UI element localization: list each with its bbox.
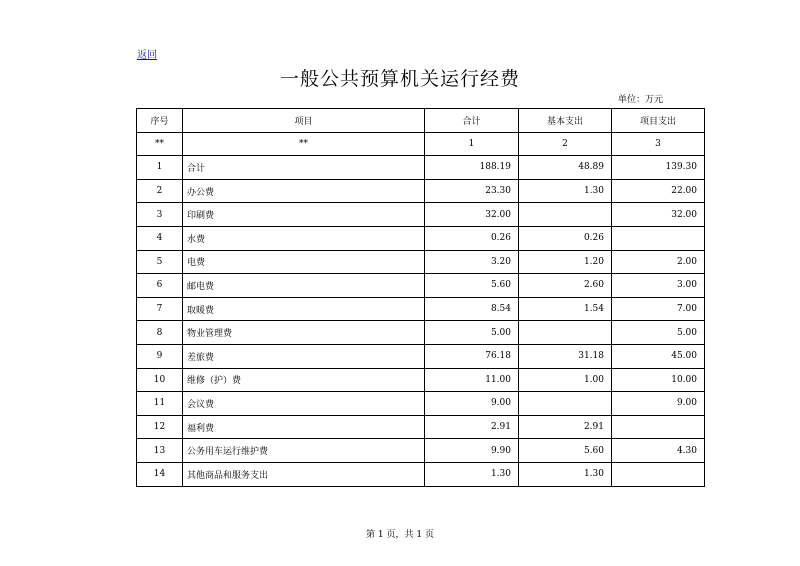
row-total-cell: 3.20 bbox=[425, 250, 519, 274]
row-basic-cell: 48.89 bbox=[519, 156, 612, 180]
row-item-cell: 邮电费 bbox=[183, 274, 425, 298]
row-seq-cell: 8 bbox=[137, 321, 183, 345]
row-seq-cell: 12 bbox=[137, 415, 183, 439]
row-project-cell: 22.00 bbox=[612, 179, 705, 203]
row-item-cell: 公务用车运行维护费 bbox=[183, 439, 425, 463]
row-total-cell: 32.00 bbox=[425, 203, 519, 227]
row-total-cell: 5.60 bbox=[425, 274, 519, 298]
table-row bbox=[137, 415, 705, 439]
row-item-cell: 合计 bbox=[183, 156, 425, 180]
row-total-cell: 76.18 bbox=[425, 344, 519, 368]
row-seq-cell: 1 bbox=[137, 156, 183, 180]
header-project: 项目支出 bbox=[612, 109, 705, 133]
row-project-cell bbox=[612, 415, 705, 439]
header-item: 项目 bbox=[183, 109, 425, 133]
header-basic: 基本支出 bbox=[519, 109, 612, 133]
row-item-cell: 办公费 bbox=[183, 179, 425, 203]
code-cell: 3 bbox=[612, 132, 705, 156]
row-basic-cell: 1.54 bbox=[519, 297, 612, 321]
row-total-cell: 9.00 bbox=[425, 392, 519, 416]
code-cell: 1 bbox=[425, 132, 519, 156]
row-basic-cell: 0.26 bbox=[519, 226, 612, 250]
row-item-cell: 印刷费 bbox=[183, 203, 425, 227]
row-total-cell: 5.00 bbox=[425, 321, 519, 345]
row-item-cell: 会议费 bbox=[183, 392, 425, 416]
row-seq-cell: 14 bbox=[137, 462, 183, 486]
row-total-cell: 23.30 bbox=[425, 179, 519, 203]
code-cell: ** bbox=[183, 132, 425, 156]
table-row bbox=[137, 250, 705, 274]
row-basic-cell: 2.91 bbox=[519, 415, 612, 439]
row-seq-cell: 2 bbox=[137, 179, 183, 203]
table-row bbox=[137, 321, 705, 345]
row-project-cell: 10.00 bbox=[612, 368, 705, 392]
row-project-cell bbox=[612, 226, 705, 250]
table-row bbox=[137, 297, 705, 321]
table-row bbox=[137, 226, 705, 250]
row-item-cell: 物业管理费 bbox=[183, 321, 425, 345]
row-seq-cell: 7 bbox=[137, 297, 183, 321]
row-basic-cell: 31.18 bbox=[519, 344, 612, 368]
row-basic-cell bbox=[519, 203, 612, 227]
header-seq: 序号 bbox=[137, 109, 183, 133]
unit-label: 单位：万元 bbox=[617, 95, 663, 105]
row-project-cell: 45.00 bbox=[612, 344, 705, 368]
row-project-cell: 32.00 bbox=[612, 203, 705, 227]
row-seq-cell: 5 bbox=[137, 250, 183, 274]
row-basic-cell: 1.00 bbox=[519, 368, 612, 392]
row-project-cell: 139.30 bbox=[612, 156, 705, 180]
row-basic-cell: 1.30 bbox=[519, 462, 612, 486]
row-item-cell: 取暖费 bbox=[183, 297, 425, 321]
row-project-cell: 9.00 bbox=[612, 392, 705, 416]
table-row bbox=[137, 462, 705, 486]
row-item-cell: 水费 bbox=[183, 226, 425, 250]
row-seq-cell: 9 bbox=[137, 344, 183, 368]
table-row bbox=[137, 392, 705, 416]
row-item-cell: 其他商品和服务支出 bbox=[183, 462, 425, 486]
table-header-row bbox=[137, 109, 705, 133]
row-total-cell: 0.26 bbox=[425, 226, 519, 250]
row-project-cell: 7.00 bbox=[612, 297, 705, 321]
row-seq-cell: 13 bbox=[137, 439, 183, 463]
row-project-cell: 5.00 bbox=[612, 321, 705, 345]
row-basic-cell: 5.60 bbox=[519, 439, 612, 463]
row-project-cell: 3.00 bbox=[612, 274, 705, 298]
row-seq-cell: 6 bbox=[137, 274, 183, 298]
row-seq-cell: 4 bbox=[137, 226, 183, 250]
row-total-cell: 9.90 bbox=[425, 439, 519, 463]
code-row bbox=[137, 132, 705, 156]
row-basic-cell: 1.30 bbox=[519, 179, 612, 203]
row-project-cell: 2.00 bbox=[612, 250, 705, 274]
table-row bbox=[137, 203, 705, 227]
row-basic-cell bbox=[519, 321, 612, 345]
table-total-row bbox=[137, 156, 705, 180]
table-row bbox=[137, 274, 705, 298]
back-link[interactable]: 返回 bbox=[137, 50, 157, 61]
row-total-cell: 8.54 bbox=[425, 297, 519, 321]
row-item-cell: 差旅费 bbox=[183, 344, 425, 368]
row-basic-cell: 1.20 bbox=[519, 250, 612, 274]
row-total-cell: 11.00 bbox=[425, 368, 519, 392]
page-title: 一般公共预算机关运行经费 bbox=[279, 68, 520, 90]
row-seq-cell: 11 bbox=[137, 392, 183, 416]
page-footer: 第 1 页，共 1 页 bbox=[366, 530, 434, 540]
code-cell: ** bbox=[137, 132, 183, 156]
row-total-cell: 1.30 bbox=[425, 462, 519, 486]
row-item-cell: 维修（护）费 bbox=[183, 368, 425, 392]
row-basic-cell bbox=[519, 392, 612, 416]
row-basic-cell: 2.60 bbox=[519, 274, 612, 298]
row-item-cell: 福利费 bbox=[183, 415, 425, 439]
table-row bbox=[137, 179, 705, 203]
header-total: 合计 bbox=[425, 109, 519, 133]
row-total-cell: 2.91 bbox=[425, 415, 519, 439]
table-row bbox=[137, 368, 705, 392]
row-seq-cell: 3 bbox=[137, 203, 183, 227]
budget-table bbox=[136, 108, 705, 487]
table-row bbox=[137, 439, 705, 463]
row-seq-cell: 10 bbox=[137, 368, 183, 392]
row-project-cell: 4.30 bbox=[612, 439, 705, 463]
table-row bbox=[137, 344, 705, 368]
row-project-cell bbox=[612, 462, 705, 486]
code-cell: 2 bbox=[519, 132, 612, 156]
row-total-cell: 188.19 bbox=[425, 156, 519, 180]
row-item-cell: 电费 bbox=[183, 250, 425, 274]
